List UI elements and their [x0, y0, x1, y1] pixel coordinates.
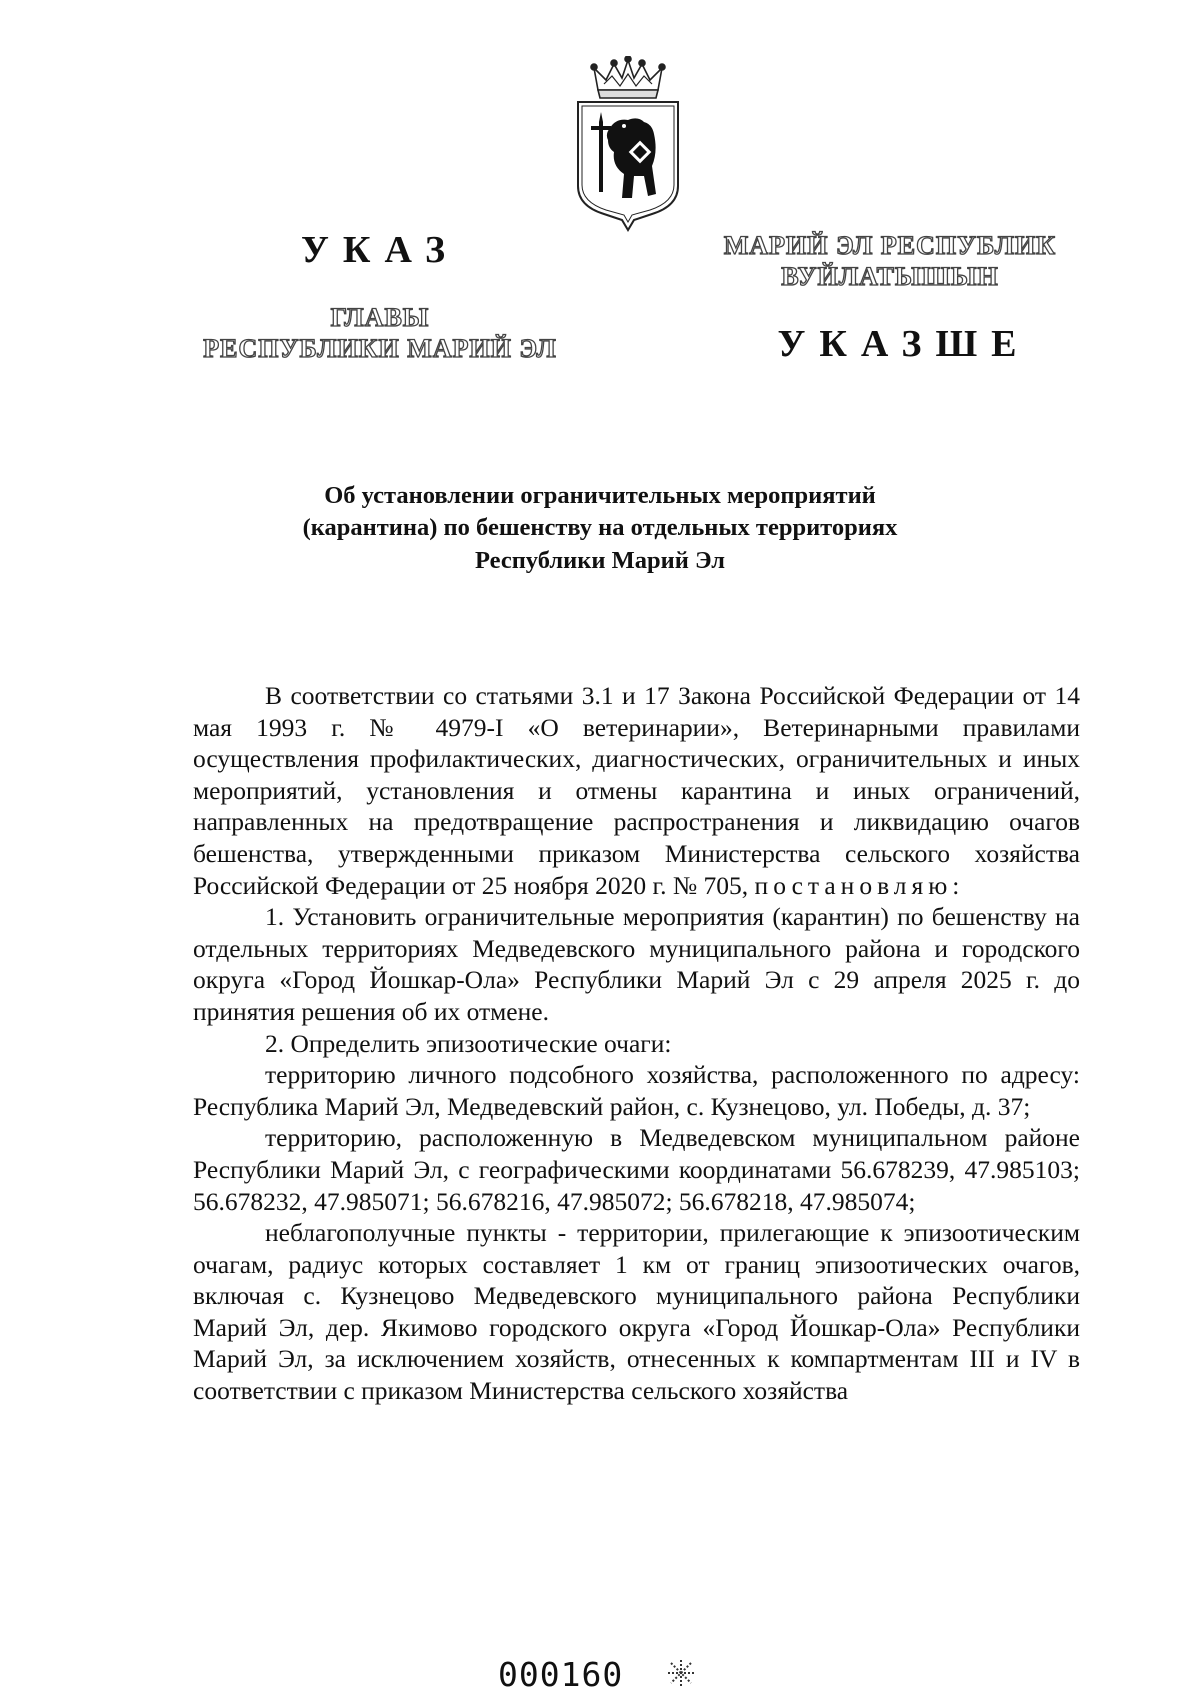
paragraph-preamble	[193, 680, 1080, 901]
decree-issuer-line1: ГЛАВЫ	[330, 302, 430, 332]
decree-issuer-line2: РЕСПУБЛИКИ МАРИЙ ЭЛ	[203, 333, 557, 363]
document-serial-number: 000160	[498, 1655, 624, 1694]
document-title-line1: Об установлении ограничительных мероприятий	[324, 482, 876, 509]
decree-title-mari: УКАЗШЕ	[777, 323, 1031, 366]
document-body	[193, 680, 1080, 1407]
paragraph-focus-2: территорию, расположенную в Медведевском муниципальном районе Республики Марий Эл, с географическими координатами 56.678239, 47.985103; 56.678232, 47.985071; 56.678216, 47.985072; 56.678218, 47.985074;	[193, 1123, 1080, 1216]
paragraph-focus-1: территорию личного подсобного хозяйства, расположенного по адресу: Республика Марий Эл, Медведевский район, с. Кузнецово, ул. Победы, д. 37;	[193, 1060, 1080, 1121]
header-right	[690, 226, 1090, 366]
document-title	[190, 480, 1010, 577]
document-title-line3: Республики Марий Эл	[475, 546, 725, 574]
header-left	[170, 226, 590, 364]
paragraph-affected-points: неблагополучные пункты - территории, прилегающие к эпизоотическим очагам, радиус которых составляет 1 км от границ эпизоотических очагов, включая с. Кузнецово Медведевского муниципального района Республики Марий Эл, дер. Якимово городского округа «Город Йошкар-Ола» Республики Марий Эл, за исключением хозяйств, отнесенных к компартментам III и IV в соответствии с приказом Министерства сельского хозяйства	[193, 1218, 1080, 1406]
issuer-mari-line2: ВУЙЛАТЫШЫН	[781, 262, 999, 292]
document-title-line2: (карантина) по бешенству на отдельных территориях	[302, 514, 898, 542]
coat-of-arms-icon	[572, 56, 684, 232]
paragraph-item-2: 2. Определить эпизоотические очаги:	[265, 1028, 672, 1058]
asterisk-mark-icon	[666, 1658, 696, 1688]
preamble-resolve: постановляю:	[754, 870, 965, 900]
paragraph-item-1: 1. Установить ограничительные мероприятия (карантин) по бешенству на отдельных территориях Медведевского муниципального района и городского округа «Город Йошкар-Ола» Республики Марий Эл с 29 апреля 2025 г. до принятия решения об их отмене.	[193, 902, 1080, 1026]
decree-title-ru: УКАЗ	[301, 229, 459, 271]
preamble-text: В соответствии со статьями 3.1 и 17 Закона Российской Федерации от 14 мая 1993 г. № 4979-I «О ветеринарии», Ветеринарными правилами осуществления профилактических, диагностических, ограничительных и иных мероприятий, установления и отмены карантина и иных ограничений, направленных на предотвращение распространения и ликвидацию очагов бешенства, утвержденными приказом Министерства сельского хозяйства Российской Федерации от 25 ноября 2020 г. № 705,	[193, 681, 1080, 900]
issuer-mari-line1: МАРИЙ ЭЛ РЕСПУБЛИК	[723, 231, 1057, 260]
